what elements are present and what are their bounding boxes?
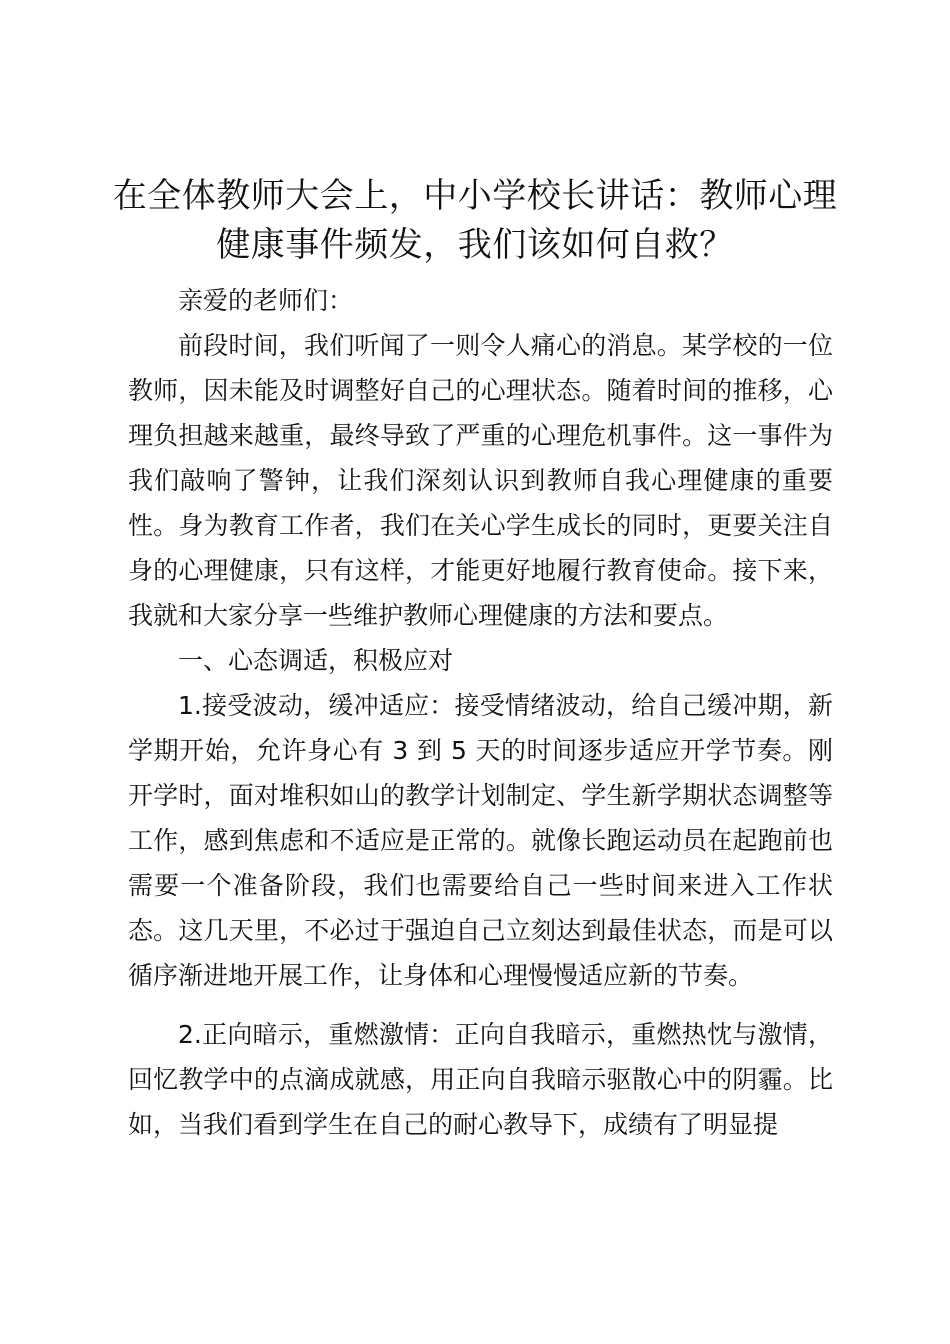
section-heading: 一、心态调适，积极应对: [178, 646, 454, 675]
salutation: 亲爱的老师们：: [178, 286, 354, 315]
document-body: [128, 278, 833, 1147]
paragraph-point-2: 2.正向暗示，重燃激情：正向自我暗示，重燃热忱与激情，回忆教学中的点滴成就感，用正向自我暗示驱散心中的阴霾。比如，当我们看到学生在自己的耐心教导下，成绩有了明显提: [128, 1020, 833, 1139]
document-title: 在全体教师大会上，中小学校长讲话：教师心理健康事件频发，我们该如何自救？: [112, 176, 838, 265]
paragraph-intro: 前段时间，我们听闻了一则令人痛心的消息。某学校的一位教师，因未能及时调整好自己的心理状态。随着时间的推移，心理负担越来越重，最终导致了严重的心理危机事件。这一事件为我们敲响了警钟，让我们深刻认识到教师自我心理健康的重要性。身为教育工作者，我们在关心学生成长的同时，更要关注自身的心理健康，只有这样，才能更好地履行教育使命。接下来，我就和大家分享一些维护教师心理健康的方法和要点。: [128, 331, 833, 630]
paragraph-point-1: 1.接受波动，缓冲适应：接受情绪波动，给自己缓冲期，新学期开始，允许身心有 3 到 5 天的时间逐步适应开学节奏。刚开学时，面对堆积如山的教学计划制定、学生新学期状态调整等工作，感到焦虑和不适应是正常的。就像长跑运动员在起跑前也需要一个准备阶段，我们也需要给自己一些时间来进入工作状态。这几天里，不必过于强迫自己立刻达到最佳状态，而是可以循序渐进地开展工作，让身体和心理慢慢适应新的节奏。: [128, 691, 833, 990]
